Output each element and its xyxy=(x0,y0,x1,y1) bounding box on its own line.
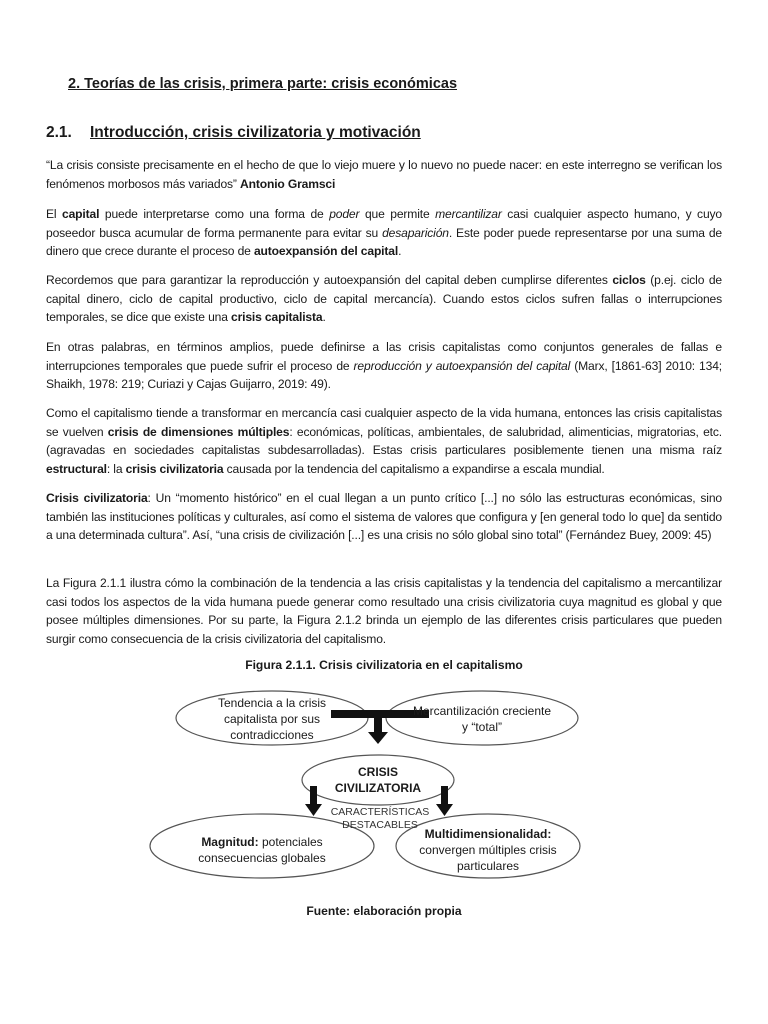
text-run: poder xyxy=(329,207,360,221)
text-run: crisis civilizatoria xyxy=(125,461,224,476)
text-run: En otras palabras, en términos amplios, puede definirse a las crisis capitalistas como conjuntos generales de fallas e interrupciones temporales que puede sufrir el proceso de xyxy=(46,340,722,373)
magnitud-bold: Magnitud: xyxy=(201,835,259,849)
node-multidimensionalidad xyxy=(410,826,566,874)
text-run: que permite xyxy=(359,207,436,221)
text-run: autoexpansión del capital xyxy=(253,244,399,258)
figure-caption: Figura 2.1.1. Crisis civilizatoria en el capitalismo xyxy=(245,658,523,672)
text-run: crisis capitalista xyxy=(231,310,323,324)
text-run: : económicas, políticas, ambientales, de salubridad, alimenticias, migratorias, etc. (agravadas en sociedades capitalistas subdesarrolladas). Estas crisis particulares posiblemente tienen una misma raíz xyxy=(46,424,722,457)
text-run: : la xyxy=(106,461,126,476)
text-run: ciclos xyxy=(612,273,646,287)
arrow-left-head xyxy=(305,804,322,816)
paragraph-crisis-civilizatoria xyxy=(46,489,722,545)
text-run: casi cualquier aspecto humano, y cuyo poseedor busca acumular de forma permanente para evitar su xyxy=(46,207,722,240)
subsection-number: 2.1. xyxy=(46,124,72,141)
text-run: (Marx, [1861-63] 2010: 134; Shaikh, 1978: 219; Curiazi y Cajas Guijarro, 2019: 49). xyxy=(46,358,722,391)
text-run: puede interpretarse como una forma de xyxy=(99,207,330,221)
text-run: (p.ej. ciclo de capital dinero, ciclo de capital productivo, ciclo de capital mercancía). Cuando estos ciclos sufren fallas o interrupciones temporales, se dice que existe una xyxy=(46,273,722,324)
arrow-right-shaft xyxy=(441,786,448,804)
node-tendencia: Tendencia a la crisis capitalista por sus contradicciones xyxy=(217,696,327,742)
text-run: . xyxy=(322,310,326,324)
multi-rest: convergen múltiples crisis particulares xyxy=(419,843,557,873)
text-run: reproducción y autoexpansión del capital xyxy=(353,358,571,373)
subsection-title: Introducción, crisis civilizatoria y motivación xyxy=(90,124,421,141)
text-run: causada por la tendencia del capitalismo a expandirse a escala mundial. xyxy=(223,461,605,476)
paragraph-ciclos xyxy=(46,271,722,327)
quote-author: Antonio Gramsci xyxy=(240,176,336,191)
node-mercantilizacion: Mercantilización creciente y “total” xyxy=(412,704,552,734)
diagram-crisis-civilizatoria xyxy=(0,684,768,894)
text-run: capital xyxy=(62,207,100,221)
text-run: Recordemos que para garantizar la reproducción y autoexpansión del capital deben cumplirse diferentes xyxy=(46,273,613,287)
magnitud-rest: potenciales consecuencias globales xyxy=(198,835,326,865)
arrow-right-head xyxy=(436,804,453,816)
paragraph-definicion xyxy=(46,338,722,394)
text-run: El xyxy=(46,207,63,221)
subsection-heading xyxy=(46,124,421,142)
text-run: crisis de dimensiones múltiples xyxy=(107,424,290,439)
arrow-left-shaft xyxy=(310,786,317,804)
paragraph-capital xyxy=(46,205,722,261)
node-crisis-civilizatoria: CRISIS CIVILIZATORIA xyxy=(334,765,422,795)
quote-text: “La crisis consiste precisamente en el hecho de que lo viejo muere y lo nuevo no puede nacer: en este interregno se verifican los fenómenos morbosos más variados” xyxy=(46,158,722,191)
paragraph-quote xyxy=(46,156,722,193)
connector-stem xyxy=(374,718,382,732)
multi-bold: Multidimensionalidad: xyxy=(424,827,552,841)
text-run: mercantilizar xyxy=(435,207,502,221)
text-run: desaparición xyxy=(382,225,449,240)
text-run: . Este poder puede representarse por una suma de dinero que crece durante el proceso de xyxy=(46,225,722,258)
label-caracteristicas: CARACTERÍSTICAS DESTACABLES xyxy=(330,806,430,831)
arrow-down-center xyxy=(368,732,388,744)
text-run: Crisis civilizatoria xyxy=(46,491,148,505)
text-run: estructural xyxy=(46,461,107,476)
paragraph-figura: La Figura 2.1.1 ilustra cómo la combinación de la tendencia a las crisis capitalistas y la tendencia del capitalismo a mercantilizar casi todos los aspectos de la vida humana puede generar como resultado una crisis civilizatoria cuya magnitud es global y que posee múltiples dimensiones. Por su parte, la Figura 2.1.2 brinda un ejemplo de las diferentes crisis particulares que pueden surgir como consecuencia de la crisis civilizatoria del capitalismo. xyxy=(46,576,722,646)
node-magnitud xyxy=(186,834,338,866)
text-run: : Un “momento histórico” en el cual llegan a un punto crítico [...] no sólo las estructuras económicas, sino también las instituciones políticas y culturales, así como el sistema de valores que configura y [en general todo lo que] da sentido a una determinada cultura”. Así, “una crisis de civilización [...] es una crisis no sólo global sino total” (Fernández Buey, 2009: 45) xyxy=(46,491,722,542)
section-heading: 2. Teorías de las crisis, primera parte: crisis económicas xyxy=(68,76,458,92)
text-run: . xyxy=(398,244,402,258)
figure-source: Fuente: elaboración propia xyxy=(306,904,462,918)
text-run: Como el capitalismo tiende a transformar en mercancía casi cualquier aspecto de la vida humana, entonces las crisis capitalistas se vuelven xyxy=(46,406,722,439)
paragraph-dimensiones xyxy=(46,404,722,478)
